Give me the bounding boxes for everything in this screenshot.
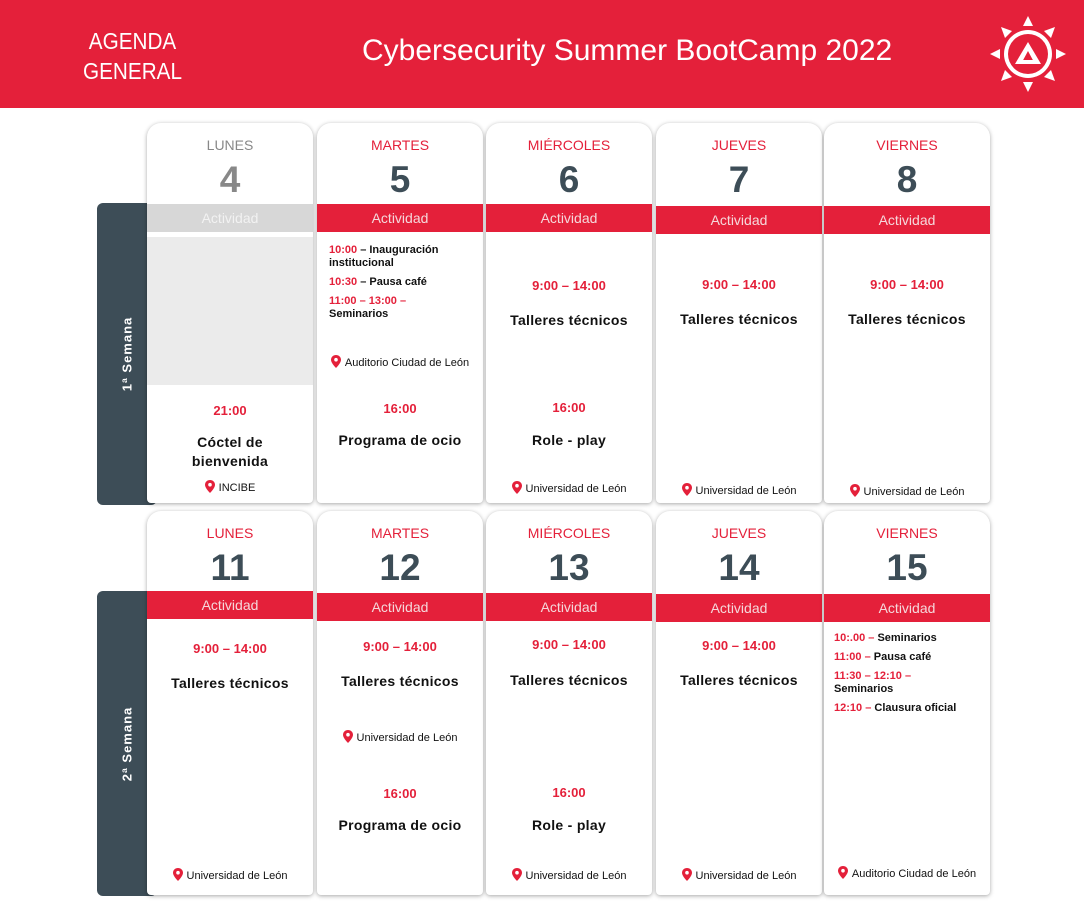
event-time: 16:00 (383, 786, 417, 801)
day-card-thu-7 (656, 123, 822, 503)
day-card-mon-11 (147, 511, 313, 895)
location-pin-icon (173, 868, 183, 881)
schedule-item: 10:30 – Pausa café (329, 276, 427, 288)
activity-header: Actividad (147, 204, 313, 232)
page-title: Cybersecurity Summer BootCamp 2022 (362, 34, 893, 67)
location-pin-icon (512, 868, 522, 881)
event-title: Talleres técnicos (341, 673, 459, 689)
day-number: 8 (896, 159, 918, 200)
week-2-label: 2ª Semana (119, 706, 135, 781)
activity-header: Actividad (317, 593, 483, 621)
event-time: 9:00 – 14:00 (702, 638, 776, 653)
location (147, 480, 313, 494)
location-label: Universidad de León (186, 870, 288, 882)
schedule-list (329, 244, 474, 321)
location-label: Auditorio Ciudad de León (344, 357, 470, 369)
location-pin-icon (682, 483, 692, 496)
location-label: Universidad de León (356, 732, 458, 744)
day-number: 15 (886, 547, 928, 588)
activity-header: Actividad (486, 593, 652, 621)
location (317, 355, 483, 369)
location-label: Universidad de León (525, 483, 627, 495)
day-name: LUNES (206, 137, 254, 153)
location-pin-icon (343, 730, 353, 743)
schedule-item: 11:00 – Pausa café (834, 651, 932, 663)
day-card-thu-14 (656, 511, 822, 895)
sun-logo-icon (988, 14, 1068, 94)
event-time: 16:00 (552, 785, 586, 800)
activity-header: Actividad (824, 206, 990, 234)
location (656, 483, 822, 497)
location (824, 484, 990, 498)
day-name: VIERNES (876, 137, 938, 153)
event-time: 9:00 – 14:00 (363, 639, 437, 654)
event-time: 16:00 (383, 401, 417, 416)
event-title: Role - play (531, 432, 607, 448)
day-number: 12 (379, 547, 421, 588)
location (656, 868, 822, 882)
event-title: Talleres técnicos (848, 311, 966, 327)
location-label: INCIBE (218, 482, 256, 494)
agenda-title-line2: GENERAL (83, 58, 182, 84)
day-name: MARTES (370, 525, 430, 541)
day-card-tue-12 (317, 511, 483, 895)
event-title: Programa de ocio (338, 817, 462, 833)
location-label: Auditorio Ciudad de León (851, 868, 977, 880)
event-time: 9:00 – 14:00 (193, 641, 267, 656)
week-1-label: 1ª Semana (119, 316, 135, 392)
event-title: Role - play (531, 817, 607, 833)
location (147, 868, 313, 882)
day-name: MIÉRCOLES (527, 137, 611, 153)
day-number: 4 (219, 159, 241, 200)
location (486, 868, 652, 882)
event-time: 21:00 (213, 403, 247, 418)
location-pin-icon (682, 868, 692, 881)
schedule-item: 12:10 – Clausura oficial (834, 702, 957, 714)
activity-header: Actividad (656, 206, 822, 234)
event-time: 9:00 – 14:00 (532, 637, 606, 652)
event-title: Talleres técnicos (510, 672, 628, 688)
schedule-list (834, 632, 979, 715)
event-time: 9:00 – 14:00 (702, 277, 776, 292)
location (317, 730, 483, 744)
agenda-title-line1: AGENDA (88, 28, 177, 54)
location-pin-icon (850, 484, 860, 497)
schedule-item: 10:00 – Inauguración institucional (329, 244, 439, 269)
agenda-title (67, 26, 198, 86)
event-title: Programa de ocio (338, 432, 462, 448)
day-number: 11 (210, 547, 250, 588)
event-title: Talleres técnicos (510, 312, 628, 328)
location-pin-icon (512, 481, 522, 494)
day-card-wed-6 (486, 123, 652, 503)
day-name: VIERNES (876, 525, 938, 541)
location-pin-icon (838, 866, 848, 879)
location-label: Universidad de León (695, 485, 797, 497)
location-label: Universidad de León (525, 870, 627, 882)
day-card-fri-15 (824, 511, 990, 895)
day-name: JUEVES (711, 137, 767, 153)
day-number: 6 (558, 159, 580, 200)
event-title: Talleres técnicos (680, 672, 798, 688)
day-number: 5 (389, 159, 411, 200)
event-time: 9:00 – 14:00 (532, 278, 606, 293)
free-slot (147, 237, 313, 385)
schedule-item: 10:.00 – Seminarios (834, 632, 937, 644)
location (486, 481, 652, 495)
location-pin-icon (205, 480, 215, 493)
day-card-tue-5 (317, 123, 483, 503)
activity-header: Actividad (656, 594, 822, 622)
header-banner (0, 0, 1084, 108)
location-label: Universidad de León (863, 486, 965, 498)
activity-header: Actividad (317, 204, 483, 232)
day-number: 7 (728, 159, 750, 200)
day-number: 13 (548, 547, 590, 588)
day-card-mon-4 (147, 123, 313, 503)
event-time: 16:00 (552, 400, 586, 415)
activity-header: Actividad (824, 594, 990, 622)
event-title: Cóctel de bienvenida (191, 434, 269, 469)
activity-header: Actividad (486, 204, 652, 232)
day-name: MIÉRCOLES (527, 525, 611, 541)
event-time: 9:00 – 14:00 (870, 277, 944, 292)
day-number: 14 (718, 547, 760, 588)
event-title: Talleres técnicos (171, 675, 289, 691)
schedule-item: 11:00 – 13:00 – Seminarios (329, 295, 407, 320)
day-card-fri-8 (824, 123, 990, 503)
schedule-item: 11:30 – 12:10 – Seminarios (834, 670, 912, 695)
day-name: MARTES (370, 137, 430, 153)
event-title: Talleres técnicos (680, 311, 798, 327)
location-label: Universidad de León (695, 870, 797, 882)
location-pin-icon (331, 355, 341, 368)
activity-header: Actividad (147, 591, 313, 619)
day-card-wed-13 (486, 511, 652, 895)
location (824, 866, 990, 880)
day-name: LUNES (206, 525, 254, 541)
day-name: JUEVES (711, 525, 767, 541)
